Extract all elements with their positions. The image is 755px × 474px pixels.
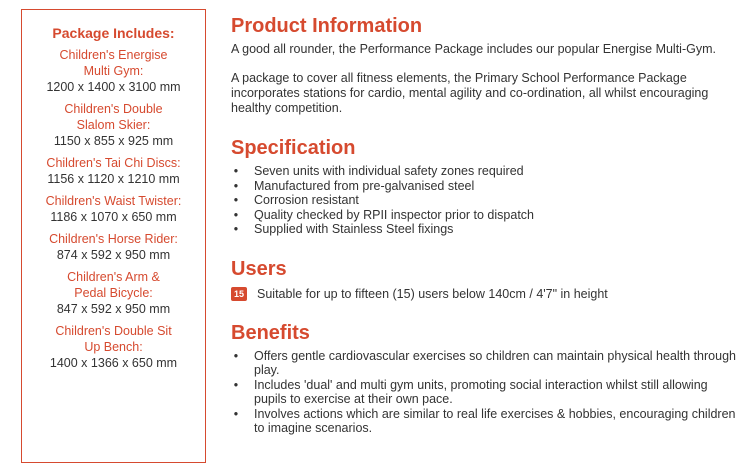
list-item: [231, 193, 741, 208]
package-item-name: Children's Horse Rider:: [49, 232, 178, 246]
specification-heading: Specification: [231, 137, 356, 159]
package-item-name: Children's Energise Multi Gym:: [59, 48, 168, 78]
bullet-icon: •: [233, 207, 239, 222]
bullet-icon: •: [233, 178, 239, 193]
package-title: Package Includes:: [52, 25, 175, 41]
list-item: [231, 222, 741, 237]
list-item-text: Corrosion resistant: [254, 193, 359, 207]
list-item-text: Manufactured from pre-galvanised steel: [254, 178, 475, 193]
user-count-badge: 15: [231, 287, 247, 301]
bullet-icon: •: [233, 193, 239, 207]
bullet-icon: •: [233, 377, 239, 392]
package-item: [59, 269, 169, 301]
package-item-name: Children's Tai Chi Discs:: [46, 156, 181, 170]
package-item: [22, 231, 205, 247]
list-item-text: Includes 'dual' and multi gym units, promoting social interaction whilst still allowing pupils to exercise at their own pace.: [254, 377, 708, 406]
list-item: [231, 349, 741, 378]
package-item-name: Children's Double Slalom Skier:: [64, 102, 163, 132]
package-item-dims: 1400 x 1366 x 650 mm: [49, 356, 178, 370]
users-row: [231, 287, 741, 301]
package-item: [22, 193, 205, 209]
package-item-name: Children's Waist Twister:: [45, 194, 182, 208]
specification-list: [231, 164, 741, 237]
product-description-text: A package to cover all fitness elements, the Primary School Performance Package incorporates stations for cardio, mental agility and co-ordination, all whilst encouraging healthy competition.: [231, 71, 709, 115]
bullet-icon: •: [233, 164, 239, 178]
main-content: [231, 14, 741, 436]
product-information-section: [231, 14, 741, 116]
bullet-icon: •: [233, 222, 239, 236]
package-item-dims: 847 x 592 x 950 mm: [56, 302, 171, 316]
benefits-list: [231, 349, 741, 436]
list-item-text: Offers gentle cardiovascular exercises so children can maintain physical health through play.: [254, 348, 736, 377]
users-heading: Users: [231, 257, 287, 280]
package-item-dims: 1150 x 855 x 925 mm: [53, 134, 174, 148]
package-item-dims: 874 x 592 x 950 mm: [56, 248, 171, 262]
package-item: [22, 155, 205, 171]
benefits-section: [231, 321, 741, 436]
package-item: [49, 47, 179, 79]
bullet-icon: •: [233, 406, 239, 421]
package-item-dims: 1200 x 1400 x 3100 mm: [46, 80, 181, 94]
list-item: [231, 179, 741, 194]
list-item: [231, 378, 741, 407]
package-includes-box: [21, 9, 206, 463]
specification-section: [231, 136, 741, 237]
list-item: [231, 208, 741, 223]
product-information-heading: Product Information: [231, 15, 423, 37]
product-intro-text: A good all rounder, the Performance Package includes our popular Energise Multi-Gym.: [231, 42, 716, 56]
list-item-text: Quality checked by RPII inspector prior to dispatch: [254, 207, 534, 222]
benefits-heading: Benefits: [231, 321, 310, 344]
list-item-text: Involves actions which are similar to real life exercises & hobbies, encouraging children to imagine scenarios.: [254, 406, 736, 435]
package-item: [46, 323, 181, 355]
users-text: Suitable for up to fifteen (15) users below 140cm / 4'7" in height: [257, 286, 608, 301]
users-section: [231, 257, 741, 301]
list-item-text: Seven units with individual safety zones required: [254, 164, 524, 178]
package-item-name: Children's Double Sit Up Bench:: [55, 324, 172, 354]
package-item: [54, 101, 174, 133]
package-item-dims: 1156 x 1120 x 1210 mm: [47, 172, 180, 186]
list-item: [231, 407, 741, 436]
bullet-icon: •: [233, 348, 239, 363]
package-item-dims: 1186 x 1070 x 650 mm: [50, 210, 177, 224]
list-item-text: Supplied with Stainless Steel fixings: [254, 222, 454, 236]
package-item-name: Children's Arm & Pedal Bicycle:: [67, 270, 160, 300]
list-item: [231, 164, 741, 179]
